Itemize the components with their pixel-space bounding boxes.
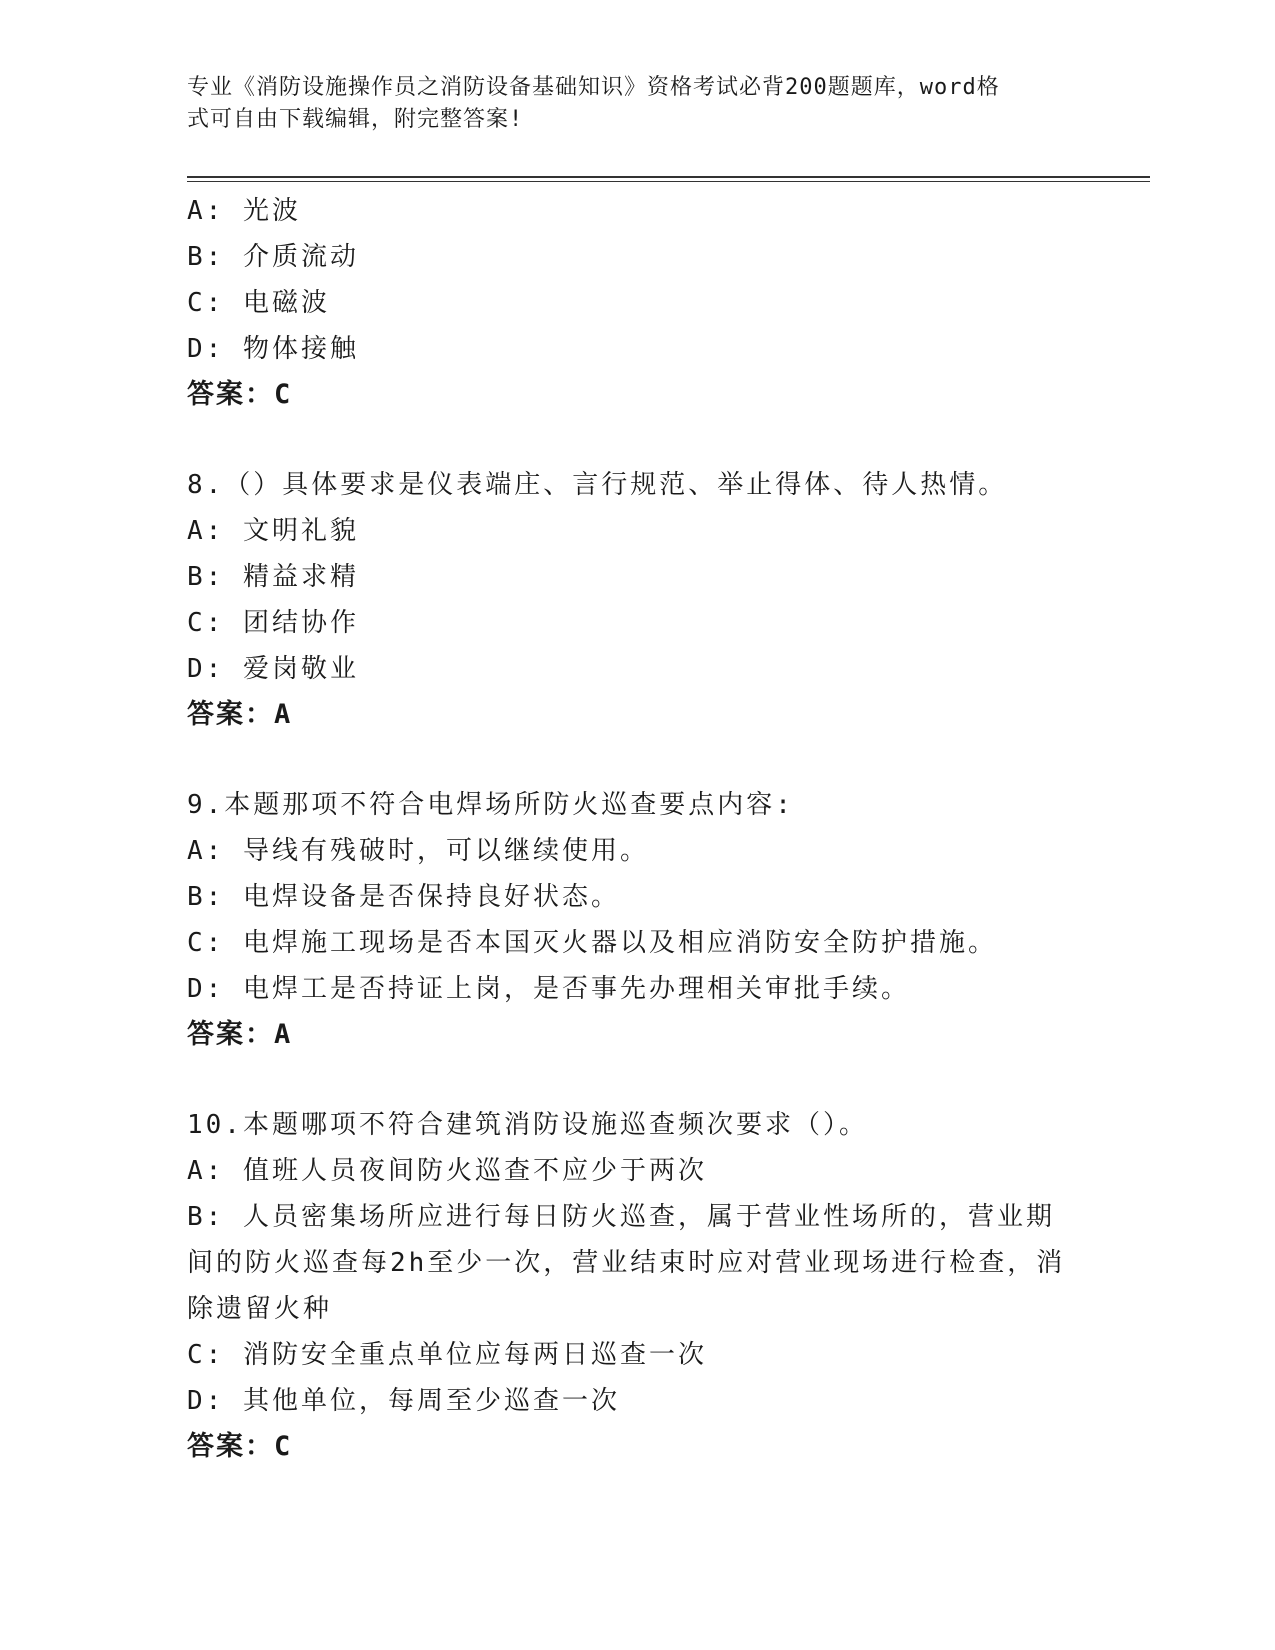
option-c: C: 电焊施工现场是否本国灭火器以及相应消防安全防护措施。 xyxy=(187,928,997,958)
question-10 xyxy=(187,1102,1087,1470)
option-d: D: 电焊工是否持证上岗，是否事先办理相关审批手续。 xyxy=(187,974,910,1004)
option-d: D: 其他单位，每周至少巡查一次 xyxy=(187,1386,620,1416)
option-c: C: 消防安全重点单位应每两日巡查一次 xyxy=(187,1340,707,1370)
option-a: A: 文明礼貌 xyxy=(187,516,359,546)
option-a: A: 光波 xyxy=(187,196,301,226)
answer-label: 答案：C xyxy=(187,1431,293,1462)
option-d: D: 物体接触 xyxy=(187,334,359,364)
answer-label: 答案：A xyxy=(187,1019,293,1050)
header-divider-thin xyxy=(187,181,1150,182)
option-b: B: 人员密集场所应进行每日防火巡查，属于营业性场所的，营业期间的防火巡查每2h至少一次，营业结束时应对营业现场进行检查，消除遗留火种 xyxy=(187,1202,1066,1324)
question-list xyxy=(187,188,1087,1470)
option-c: C: 电磁波 xyxy=(187,288,330,318)
question-7 xyxy=(187,188,1087,418)
question-8 xyxy=(187,462,1087,738)
option-b: B: 介质流动 xyxy=(187,242,359,272)
answer-label: 答案：C xyxy=(187,379,293,410)
header-line-2: 式可自由下载编辑，附完整答案! xyxy=(187,107,524,132)
option-b: B: 精益求精 xyxy=(187,562,359,592)
question-stem: 9.本题那项不符合电焊场所防火巡查要点内容: xyxy=(187,790,794,820)
question-9 xyxy=(187,782,1087,1058)
option-c: C: 团结协作 xyxy=(187,608,359,638)
answer-label: 答案：A xyxy=(187,699,293,730)
option-a: A: 值班人员夜间防火巡查不应少于两次 xyxy=(187,1156,707,1186)
option-a: A: 导线有残破时，可以继续使用。 xyxy=(187,836,649,866)
question-stem: 8.（）具体要求是仪表端庄、言行规范、举止得体、待人热情。 xyxy=(187,470,1008,500)
question-stem: 10.本题哪项不符合建筑消防设施巡查频次要求（）。 xyxy=(187,1110,868,1140)
document-header xyxy=(187,72,1067,136)
header-line-1: 专业《消防设施操作员之消防设备基础知识》资格考试必背200题题库，word格 xyxy=(187,75,1000,100)
header-divider-thick xyxy=(187,176,1150,178)
option-b: B: 电焊设备是否保持良好状态。 xyxy=(187,882,620,912)
option-d: D: 爱岗敬业 xyxy=(187,654,359,684)
